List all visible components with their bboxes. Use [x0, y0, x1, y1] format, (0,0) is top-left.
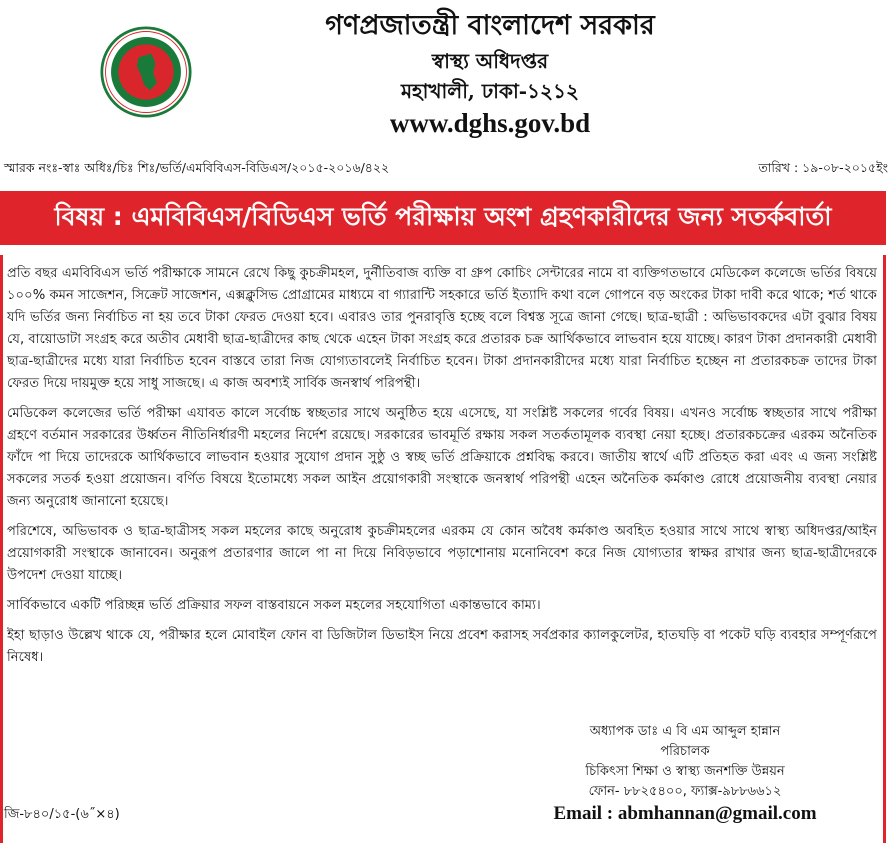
- signatory-phone: ফোন- ৮৮২৫৪০০, ফ্যাক্স-৯৮৮৬৬১২: [588, 784, 782, 799]
- signatory-email[interactable]: Email : abmhannan@gmail.com: [553, 803, 817, 824]
- government-title: গণপ্রজাতন্ত্রী বাংলাদেশ সরকার: [325, 10, 655, 41]
- government-seal-icon: [100, 26, 192, 118]
- reference-row: [4, 160, 888, 180]
- paragraph-1: প্রতি বছর এমবিবিএস ভর্তি পরীক্ষাকে সামনে রেখে কিছু কুচক্রীমহল, দুর্নীতিবাজ ব্যক্তি বা গ্রুপ কোচিং সেন্টারের নামে বা ব্যক্তিগতভাবে মেডিকেল কলেজে ভর্তির বিষয়ে ১০০% কমন সাজেশন, সিক্রেট সাজেশন, এক্সক্লুসিভ প্রোগ্রামের মাধ্যমে বা গ্যারান্টি সহকারে ভর্তি ইত্যাদি কথা বলে গোপনে বড় অংকের টাকা দাবী করে থাকে; শর্ত থাকে যদি ভর্তির জন্য নির্বাচিত না হয় তবে টাকা ফেরত দেওয়া হবে। এবারও তার পুনরাবৃত্তি হচ্ছে বলে বিশ্বস্ত সূত্রে জানা গেছে। ছাত্র-ছাত্রী : অভিভাবকদের এটা বুঝার বিষয় যে, বায়োডাটা সংগ্রহ করে অতীব মেধাবী ছাত্র-ছাত্রীদের কাছ থেকে এহেন টাকা সংগ্রহ করে প্রতারক চক্র আর্থিকভাবে লাভবান হয়ে যাচ্ছে। কারণ টাকা প্রদানকারী মেধাবী ছাত্র-ছাত্রীদের মধ্যে যারা নির্বাচিত হবেন বাস্তবে তারা নিজ যোগ্যতাবলেই নির্বাচিত হবেন। টাকা প্রদানকারীদের মধ্যে যারা নির্বাচিত হচ্ছেন না প্রতারকচক্র তাদের টাকা ফেরত দিয়ে দায়মুক্ত হয়ে সাধু সাজছে। এ কাজ অবশ্যই সার্বিক জনস্বার্থ পরিপন্থী।: [7, 266, 877, 391]
- department-name: স্বাস্থ্য অধিদপ্তর: [431, 49, 549, 73]
- paragraph-2: মেডিকেল কলেজের ভর্তি পরীক্ষা এযাবত কালে সর্বোচ্চ স্বচ্ছতার সাথে অনুষ্ঠিত হয়ে এসেছে, যা সংশ্লিষ্ট সকলের গর্বের বিষয়। এখনও সর্বোচ্চ স্বচ্ছতার সাথে পরীক্ষা গ্রহণে বর্তমান সরকারের উর্ধ্বতন নীতিনির্ধারণী মহলের নির্দেশ রয়েছে। সরকারের ভাবমূর্তি রক্ষায় সকল সতর্কতামূলক ব্যবস্থা নেয়া হচ্ছে। প্রতারকচক্রের এরকম অনৈতিক ফাঁদে পা দিয়ে তাদেরকে আর্থিকভাবে লাভবান হওয়ার সুযোগ প্রদান সুষ্ঠু ও স্বচ্ছ ভর্তি প্রক্রিয়াকে প্রশ্নবিদ্ধ করবে। জাতীয় স্বার্থে এটি প্রতিহত করা এবং এ জন্য সংশ্লিষ্ট সকলের সতর্ক হওয়া প্রয়োজন। বর্ণিত বিষয়ে ইতোমধ্যে সকল আইন প্রয়োগকারী সংস্থাকে জনস্বার্থ পরিপন্থী এহেন অনৈতিক কর্মকাণ্ড রোধে প্রয়োজনীয় ব্যবস্থা নেয়ার জন্য অনুরোধ জানানো হয়েছে।: [7, 406, 877, 509]
- subject-banner: [0, 191, 886, 245]
- paragraph-3: পরিশেষে, অভিভাবক ও ছাত্র-ছাত্রীসহ সকল মহলের কাছে অনুরোধ কুচক্রীমহলের এরকম যে কোন অবৈধ কর্মকাণ্ড অবহিত হওয়ার সাথে সাথে স্বাস্থ্য অধিদপ্তর/আইন প্রয়োগকারী সংস্থাকে জানাবেন। অনুরূপ প্রতারণার জালে পা না দিয়ে নিবিড়ভাবে পড়াশোনায় মনোনিবেশ করে নিজ যোগ্যতার স্বাক্ষর রাখার জন্য ছাত্র-ছাত্রীদেরকে উপদেশ দেওয়া যাচ্ছে।: [7, 524, 877, 583]
- print-code: জি-৮৪০/১৫-(৬˝×৪): [4, 807, 120, 822]
- letterhead: [190, 6, 790, 140]
- paragraph-4: সার্বিকভাবে একটি পরিচ্ছন্ন ভর্তি প্রক্রিয়ার সফল বাস্তবায়নে সকল মহলের সহযোগিতা একান্তভাবে কাম্য।: [7, 598, 541, 613]
- subject-text: বিষয় : এমবিবিএস/বিডিএস ভর্তি পরীক্ষায় অংশ গ্রহণকারীদের জন্য সতর্কবার্তা: [54, 201, 832, 231]
- signatory-office: চিকিৎসা শিক্ষা ও স্বাস্থ্য জনশক্তি উন্নয়ন: [585, 764, 785, 779]
- signatory-name: অধ্যাপক ডাঃ এ বি এম আব্দুল হান্নান: [589, 724, 781, 739]
- signatory-designation: পরিচালক: [660, 744, 710, 759]
- memo-date: তারিখ : ১৯-০৮-২০১৫ইং: [758, 160, 888, 175]
- website-link[interactable]: www.dghs.gov.bd: [389, 108, 591, 138]
- department-address: মহাখালী, ঢাকা-১২১২: [400, 79, 580, 103]
- signature-block: [520, 722, 850, 826]
- paragraph-5: ইহা ছাড়াও উল্লেখ থাকে যে, পরীক্ষার হলে মোবাইল ফোন বা ডিজিটাল ডিভাইস নিয়ে প্রবেশ করাসহ সর্বপ্রকার ক্যালকুলেটর, হাতঘড়ি বা পকেট ঘড়ি ব্যবহার সম্পূর্ণরূপে নিষেধ।: [7, 628, 877, 665]
- memo-number: স্মারক নংঃ-স্বাঃ অধিঃ/চিঃ শিঃ/ভর্তি/এমবিবিএস-বিডিএস/২০১৫-২০১৬/৪২২: [4, 160, 390, 175]
